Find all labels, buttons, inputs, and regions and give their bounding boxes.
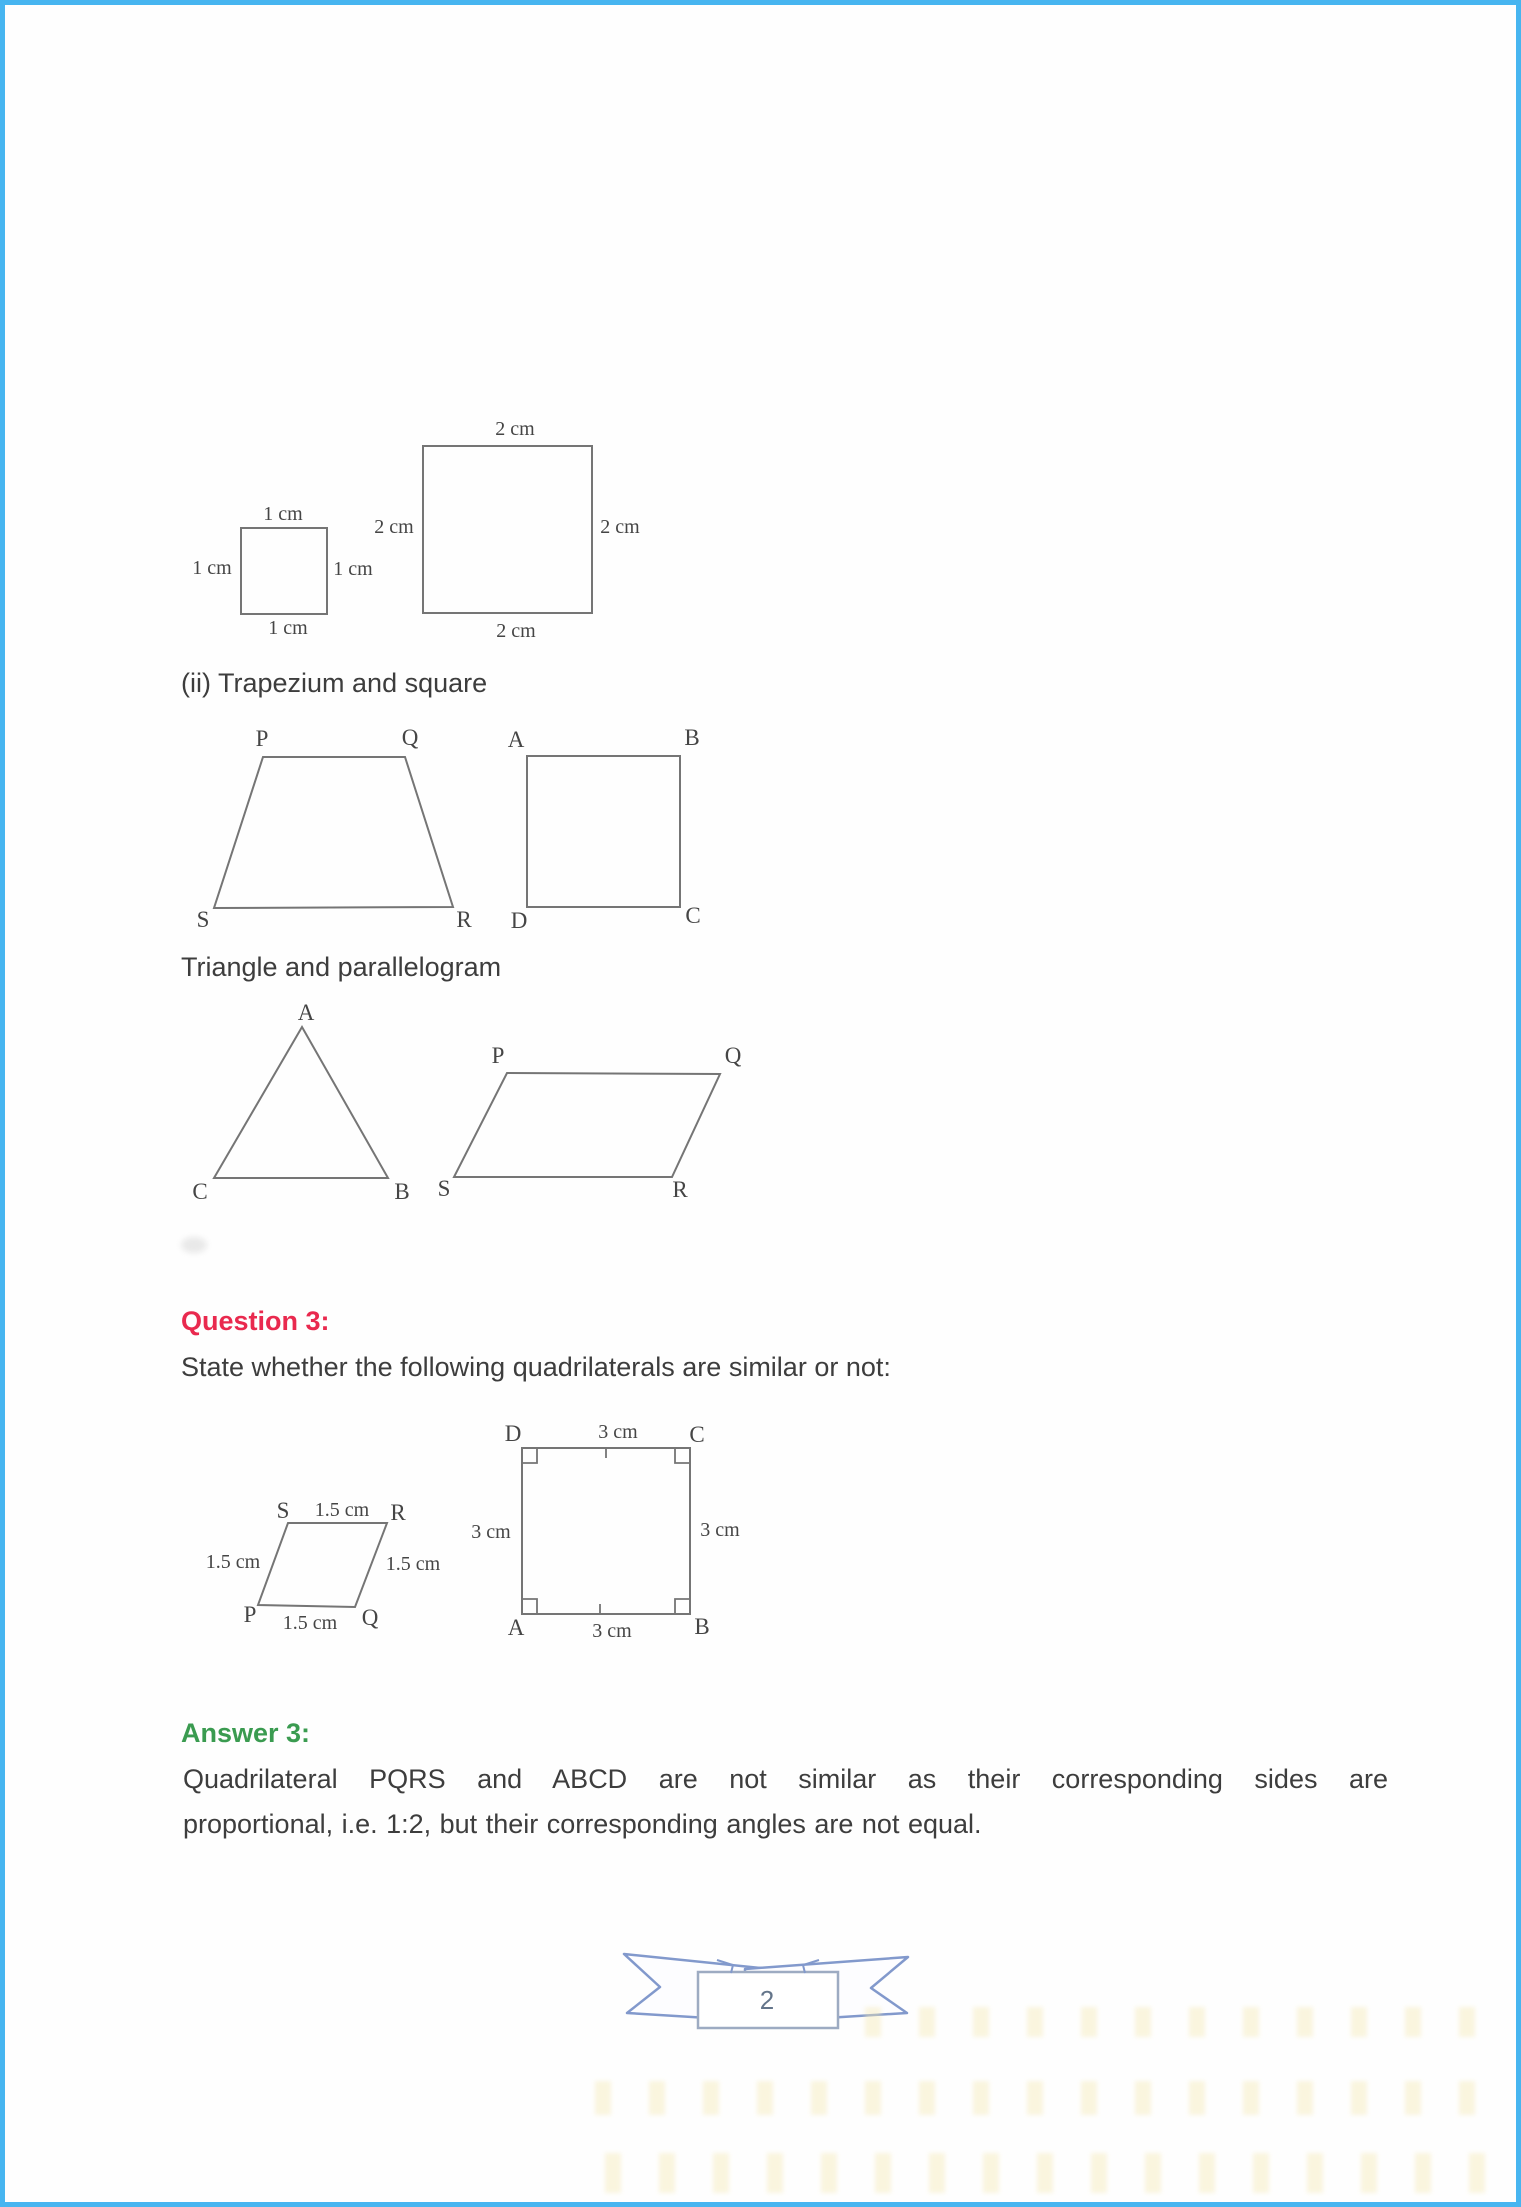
- vertex-S: S: [196, 907, 210, 932]
- triangle-shape: [214, 1027, 388, 1178]
- vertex-B: B: [694, 1614, 710, 1639]
- watermark-row: [595, 2081, 1495, 2115]
- square-shape: [527, 756, 680, 907]
- vertex-R: R: [672, 1177, 688, 1202]
- vertex-R: R: [390, 1500, 406, 1525]
- vertex-C: C: [685, 903, 701, 928]
- parallelogram-shape: [454, 1073, 720, 1177]
- figure-question3-quadrilaterals: [195, 1415, 755, 1650]
- large-square-shape: [423, 446, 592, 613]
- answer-3-line1: Quadrilateral PQRS and ABCD are not similar as their corresponding sides are: [183, 1764, 1388, 1794]
- vertex-P: P: [255, 726, 269, 751]
- vertex-Q: Q: [361, 1605, 379, 1630]
- vertex-A: A: [507, 1615, 525, 1640]
- vertex-S: S: [437, 1176, 451, 1201]
- pqrs-top-label: 1.5 cm: [314, 1499, 370, 1521]
- vertex-S: S: [276, 1498, 290, 1523]
- abcd-right-label: 3 cm: [700, 1519, 740, 1541]
- vertex-D: D: [510, 908, 528, 933]
- vertex-R: R: [456, 907, 472, 932]
- small-square-left-label: 1 cm: [192, 557, 232, 579]
- page-number: 2: [759, 1985, 775, 2015]
- large-square-right-label: 2 cm: [600, 516, 640, 538]
- pqrs-left-label: 1.5 cm: [205, 1551, 261, 1573]
- small-square-top-label: 1 cm: [263, 503, 303, 525]
- small-square-shape: [241, 528, 327, 614]
- watermark-row: [605, 2153, 1495, 2193]
- large-square-top-label: 2 cm: [495, 418, 535, 440]
- vertex-B: B: [684, 725, 700, 750]
- abcd-bottom-label: 3 cm: [592, 1620, 632, 1642]
- right-angle-mark-bottom-left: [522, 1599, 537, 1614]
- pqrs-right-label: 1.5 cm: [385, 1553, 441, 1575]
- watermark-row: [865, 2007, 1495, 2037]
- question-3-heading: Question 3:: [181, 1306, 330, 1336]
- figure-trapezium-square: [185, 705, 715, 940]
- heading-trapezium-square: (ii) Trapezium and square: [181, 668, 488, 698]
- small-square-right-label: 1 cm: [333, 558, 373, 580]
- vertex-C: C: [689, 1422, 705, 1447]
- vertex-B: B: [394, 1179, 410, 1204]
- vertex-P: P: [243, 1602, 257, 1627]
- vertex-C: C: [192, 1179, 208, 1204]
- vertex-D: D: [504, 1421, 522, 1446]
- heading-triangle-parallelogram: Triangle and parallelogram: [181, 952, 502, 982]
- large-square-left-label: 2 cm: [374, 516, 414, 538]
- pqrs-bottom-label: 1.5 cm: [282, 1612, 338, 1634]
- answer-3-line2: proportional, i.e. 1:2, but their corresponding angles are not equal.: [183, 1809, 982, 1839]
- large-square-bottom-label: 2 cm: [496, 620, 536, 642]
- trapezium-shape: [214, 757, 453, 908]
- scan-smudge: [181, 1237, 207, 1253]
- vertex-A: A: [507, 727, 525, 752]
- vertex-P: P: [491, 1043, 505, 1068]
- abcd-left-label: 3 cm: [471, 1521, 511, 1543]
- abcd-top-label: 3 cm: [598, 1421, 638, 1443]
- figure-triangle-parallelogram: [175, 1000, 755, 1215]
- right-angle-mark-bottom-right: [675, 1599, 690, 1614]
- vertex-Q: Q: [724, 1043, 742, 1068]
- figure-similar-squares: [185, 410, 655, 645]
- right-angle-mark-top-left: [522, 1448, 537, 1463]
- vertex-Q: Q: [401, 725, 419, 750]
- abcd-square-shape: [522, 1448, 690, 1614]
- pqrs-parallelogram-shape: [258, 1523, 387, 1607]
- question-3-text: State whether the following quadrilaterals are similar or not:: [181, 1352, 891, 1382]
- right-angle-mark-top-right: [675, 1448, 690, 1463]
- small-square-bottom-label: 1 cm: [268, 617, 308, 639]
- answer-3-heading: Answer 3:: [181, 1718, 311, 1748]
- vertex-A: A: [297, 1000, 315, 1025]
